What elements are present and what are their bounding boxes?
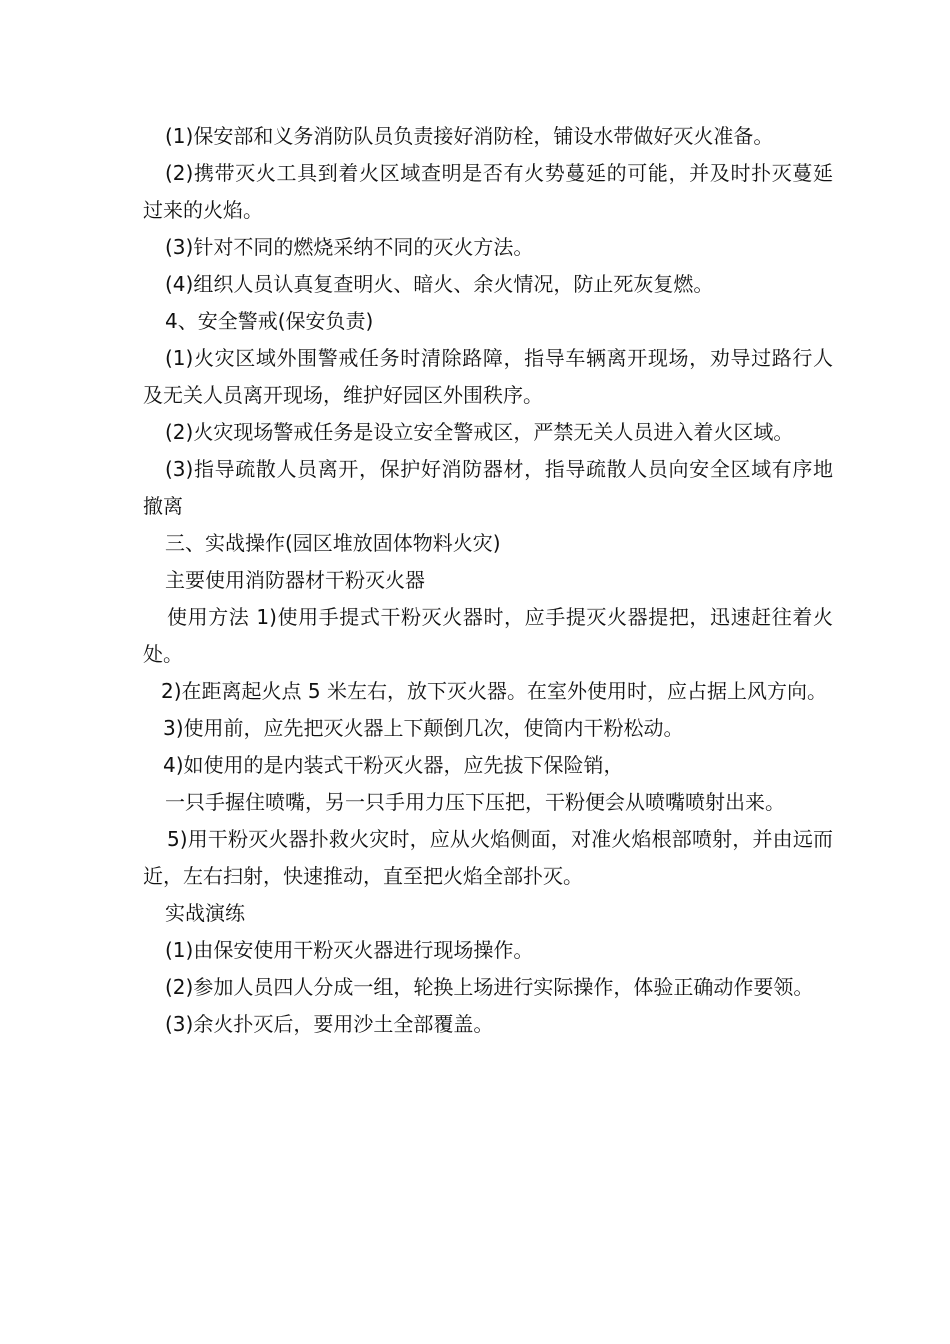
paragraph-14: 4)如使用的是内装式干粉灭火器，应先拔下保险销， <box>163 753 624 777</box>
section-heading-security: 4、安全警戒(保安负责) <box>165 309 374 333</box>
paragraph-12: 2)在距离起火点 5 米左右，放下灭火器。在室外使用时，应占据上风方向。 <box>161 679 827 703</box>
section-heading-practice: 实战演练 <box>165 901 245 925</box>
document-body <box>143 118 833 1043</box>
paragraph-10: 主要使用消防器材干粉灭火器 <box>165 568 425 592</box>
paragraph-6: (1)火灾区域外围警戒任务时清除路障，指导车辆离开现场，劝导过路行人及无关人员离开现场，维护好园区外围秩序。 <box>143 346 833 407</box>
paragraph-20: (3)余火扑灭后，要用沙土全部覆盖。 <box>165 1012 494 1036</box>
section-heading-drill: 三、实战操作(园区堆放固体物料火灾) <box>165 531 501 555</box>
paragraph-19: (2)参加人员四人分成一组，轮换上场进行实际操作，体验正确动作要领。 <box>165 975 814 999</box>
paragraph-7: (2)火灾现场警戒任务是设立安全警戒区，严禁无关人员进入着火区域。 <box>165 420 794 444</box>
paragraph-4: (4)组织人员认真复查明火、暗火、余火情况，防止死灰复燃。 <box>165 272 714 296</box>
paragraph-2: (2)携带灭火工具到着火区域查明是否有火势蔓延的可能，并及时扑灭蔓延过来的火焰。 <box>143 161 833 222</box>
paragraph-18: (1)由保安使用干粉灭火器进行现场操作。 <box>165 938 534 962</box>
paragraph-11: 使用方法 1)使用手提式干粉灭火器时，应手提灭火器提把，迅速赶往着火处。 <box>143 605 833 666</box>
paragraph-1: (1)保安部和义务消防队员负责接好消防栓，铺设水带做好灭火准备。 <box>165 124 774 148</box>
paragraph-13: 3)使用前，应先把灭火器上下颠倒几次，使筒内干粉松动。 <box>163 716 684 740</box>
paragraph-8: (3)指导疏散人员离开，保护好消防器材，指导疏散人员向安全区域有序地撤离 <box>143 457 833 518</box>
paragraph-15: 一只手握住喷嘴，另一只手用力压下压把，干粉便会从喷嘴喷射出来。 <box>165 790 785 814</box>
paragraph-3: (3)针对不同的燃烧采纳不同的灭火方法。 <box>165 235 534 259</box>
paragraph-16: 5)用干粉灭火器扑救火灾时，应从火焰侧面，对准火焰根部喷射，并由远而近，左右扫射，快速推动，直至把火焰全部扑灭。 <box>143 827 833 888</box>
